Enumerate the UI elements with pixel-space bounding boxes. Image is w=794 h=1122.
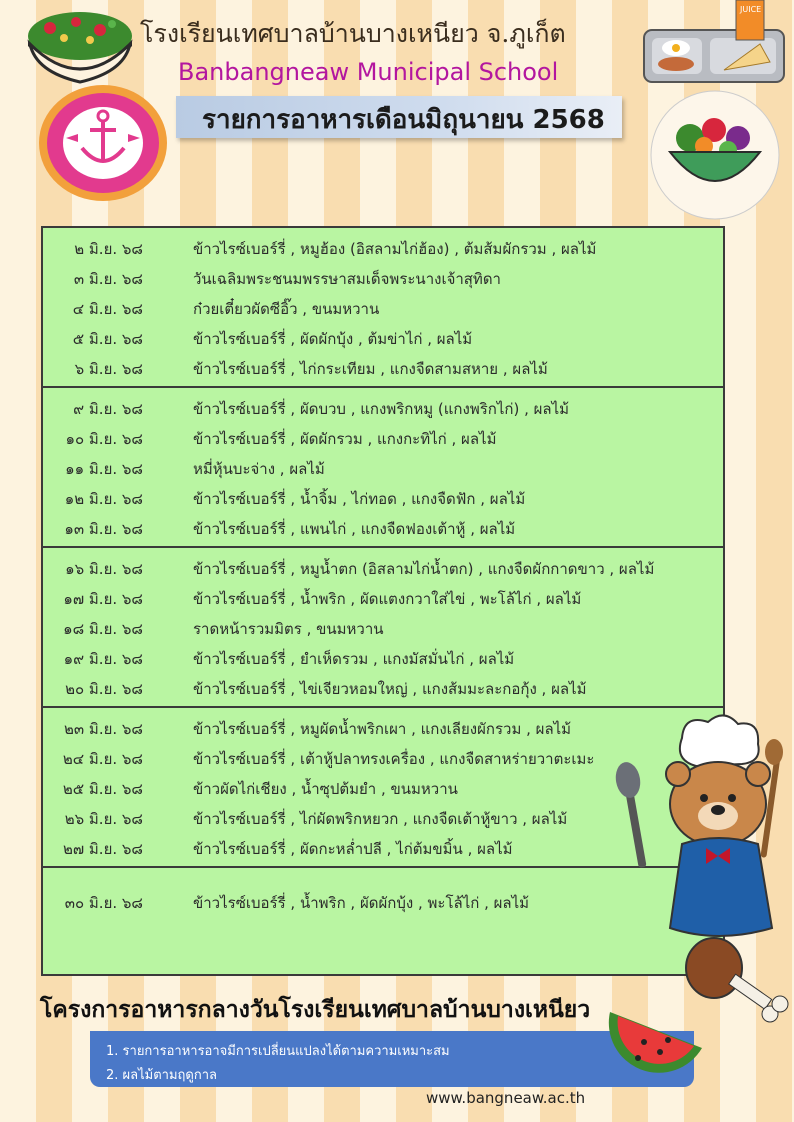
menu-row — [43, 552, 723, 582]
menu-items: ข้าวไรซ์เบอร์รี่ , หมูฮ้อง (อิสลามไก่ฮ้อง) , ต้มส้มผักรวม , ผลไม้ — [193, 240, 597, 258]
school-logo-icon — [36, 82, 170, 204]
vegetable-bowl-icon — [640, 80, 790, 230]
menu-date: ๑๐ มิ.ย. ๖๘ — [65, 430, 143, 448]
menu-items: ข้าวไรซ์เบอร์รี่ , เต้าหู้ปลาทรงเครื่อง , แกงจืดสาหร่ายวาตะเมะ — [193, 750, 595, 768]
menu-date: ๑๙ มิ.ย. ๖๘ — [63, 650, 143, 668]
menu-row — [43, 422, 723, 452]
menu-date: ๑๖ มิ.ย. ๖๘ — [65, 560, 143, 578]
menu-date: ๓๐ มิ.ย. ๖๘ — [64, 894, 143, 912]
menu-row — [43, 352, 723, 382]
food-tray-icon — [640, 0, 790, 90]
menu-row — [43, 292, 723, 322]
menu-items: ข้าวไรซ์เบอร์รี่ , ไก่ผัดพริกหยวก , แกงจืดเต้าหู้ขาว , ผลไม้ — [193, 810, 568, 828]
menu-items: หมี่หุ้นบะจ่าง , ผลไม้ — [193, 460, 325, 478]
menu-date: ๓ มิ.ย. ๖๘ — [73, 270, 143, 288]
menu-items: ข้าวไรซ์เบอร์รี่ , ผัดกะหล่ำปลี , ไก่ต้มขมิ้น , ผลไม้ — [193, 840, 513, 858]
menu-row — [43, 232, 723, 262]
menu-date: ๒๗ มิ.ย. ๖๘ — [62, 840, 143, 858]
menu-date: ๑๗ มิ.ย. ๖๘ — [63, 590, 143, 608]
menu-items: ข้าวไรซ์เบอร์รี่ , ยำเห็ดรวม , แกงมัสมั่นไก่ , ผลไม้ — [193, 650, 515, 668]
menu-date: ๕ มิ.ย. ๖๘ — [72, 330, 143, 348]
menu-date: ๖ มิ.ย. ๖๘ — [74, 360, 143, 378]
menu-items: ข้าวไรซ์เบอร์รี่ , ผัดบวบ , แกงพริกหมู (แกงพริกไก่) , ผลไม้ — [193, 400, 570, 418]
menu-row — [43, 672, 723, 702]
chef-bear-icon — [612, 708, 792, 944]
menu-date: ๒๔ มิ.ย. ๖๘ — [62, 750, 143, 768]
menu-items: ราดหน้ารวมมิตร , ขนมหวาน — [193, 620, 384, 638]
menu-items: วันเฉลิมพระชนมพรรษาสมเด็จพระนางเจ้าสุทิดา — [193, 270, 501, 288]
menu-row — [43, 642, 723, 672]
menu-items: ข้าวไรซ์เบอร์รี่ , ไข่เจียวหอมใหญ่ , แกงส้มมะละกอกุ้ง , ผลไม้ — [193, 680, 587, 698]
menu-date: ๔ มิ.ย. ๖๘ — [72, 300, 143, 318]
note-item-1: 1. รายการอาหารอาจมีการเปลี่ยนแปลงได้ตามความเหมาะสม — [106, 1044, 450, 1059]
menu-date: ๑๓ มิ.ย. ๖๘ — [64, 520, 143, 538]
week-group — [43, 548, 723, 708]
note-item-2: 2. ผลไม้ตามฤดูกาล — [106, 1068, 217, 1083]
menu-date: ๙ มิ.ย. ๖๘ — [73, 400, 143, 418]
menu-date: ๑๒ มิ.ย. ๖๘ — [64, 490, 143, 508]
menu-row — [43, 262, 723, 292]
menu-row — [43, 452, 723, 482]
menu-row — [43, 482, 723, 512]
menu-items: ก๋วยเตี๋ยวผัดซีอิ๊ว , ขนมหวาน — [193, 300, 380, 318]
menu-title-banner — [176, 96, 622, 138]
menu-items: ข้าวไรซ์เบอร์รี่ , แพนไก่ , แกงจืดฟองเต้าหู้ , ผลไม้ — [193, 520, 516, 538]
menu-row — [43, 582, 723, 612]
menu-items: ข้าวผัดไก่เชียง , น้ำซุปต้มยำ , ขนมหวาน — [193, 780, 458, 798]
week-group — [43, 388, 723, 548]
menu-date: ๒๖ มิ.ย. ๖๘ — [64, 810, 143, 828]
salad-bowl-icon — [20, 2, 140, 88]
week-group — [43, 228, 723, 388]
website-link[interactable]: www.bangneaw.ac.th — [426, 1089, 586, 1107]
menu-items: ข้าวไรซ์เบอร์รี่ , ผัดผักรวม , แกงกะทิไก่ , ผลไม้ — [193, 430, 497, 448]
menu-title: รายการอาหารเดือนมิถุนายน 2568 — [202, 105, 605, 135]
menu-row — [43, 322, 723, 352]
project-title: โครงการอาหารกลางวันโรงเรียนเทศบาลบ้านบางเหนียว — [40, 997, 591, 1023]
menu-date: ๑๑ มิ.ย. ๖๘ — [65, 460, 143, 478]
menu-items: ข้าวไรซ์เบอร์รี่ , น้ำพริก , ผัดผักบุ้ง , พะโล้ไก่ , ผลไม้ — [193, 894, 530, 912]
school-name-english: Banbangneaw Municipal School — [178, 58, 559, 86]
menu-items: ข้าวไรซ์เบอร์รี่ , น้ำจิ้ม , ไก่ทอด , แกงจืดฟัก , ผลไม้ — [193, 490, 526, 508]
menu-date: ๒๐ มิ.ย. ๖๘ — [65, 680, 143, 698]
svg-text:JUICE: JUICE — [740, 5, 762, 14]
school-name-thai: โรงเรียนเทศบาลบ้านบางเหนียว จ.ภูเก็ต — [140, 19, 566, 48]
menu-items: ข้าวไรซ์เบอร์รี่ , ผัดผักบุ้ง , ต้มข่าไก่ , ผลไม้ — [193, 330, 473, 348]
menu-items: ข้าวไรซ์เบอร์รี่ , หมูน้ำตก (อิสลามไก่น้ำตก) , แกงจืดผักกาดขาว , ผลไม้ — [193, 560, 655, 578]
menu-date: ๑๘ มิ.ย. ๖๘ — [63, 620, 143, 638]
menu-date: ๒๕ มิ.ย. ๖๘ — [62, 780, 143, 798]
watermelon-icon — [604, 992, 708, 1092]
menu-date: ๒ มิ.ย. ๖๘ — [74, 240, 143, 258]
menu-items: ข้าวไรซ์เบอร์รี่ , ไก่กระเทียม , แกงจืดสามสหาย , ผลไม้ — [193, 360, 548, 378]
menu-row — [43, 392, 723, 422]
menu-row — [43, 612, 723, 642]
menu-row — [43, 512, 723, 542]
menu-items: ข้าวไรซ์เบอร์รี่ , หมูผัดน้ำพริกเผา , แกงเลียงผักรวม , ผลไม้ — [193, 720, 572, 738]
menu-items: ข้าวไรซ์เบอร์รี่ , น้ำพริก , ผัดแตงกวาใส่ไข่ , พะโล้ไก่ , ผลไม้ — [193, 590, 582, 608]
menu-date: ๒๓ มิ.ย. ๖๘ — [64, 720, 143, 738]
